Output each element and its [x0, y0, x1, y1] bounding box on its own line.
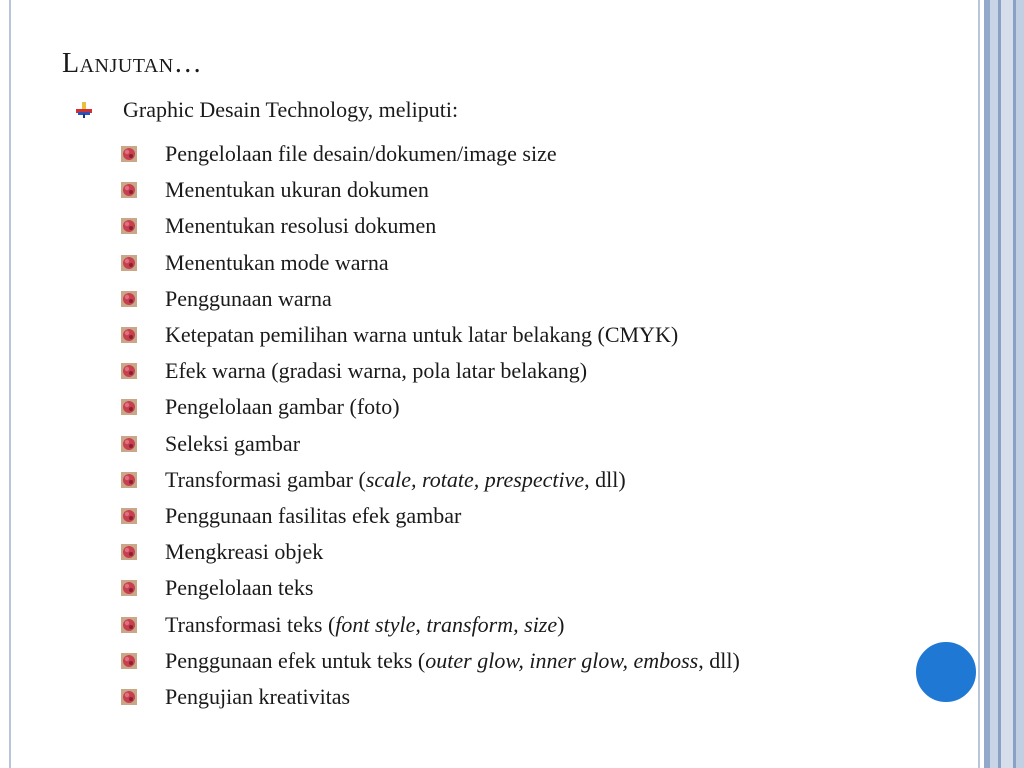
flower-bullet-icon: [121, 617, 137, 633]
flower-bullet-icon: [121, 291, 137, 307]
sub-bullet-text: Transformasi gambar (scale, rotate, prespective, dll): [165, 466, 626, 492]
main-bullet-item: [75, 97, 458, 123]
sub-bullet-text: Pengelolaan file desain/dokumen/image size: [165, 141, 557, 167]
flower-bullet-icon: [121, 182, 137, 198]
sub-bullet-list: [121, 136, 740, 715]
flower-bullet-icon: [121, 218, 137, 234]
sub-bullet-item: [121, 643, 740, 679]
flower-bullet-icon: [121, 436, 137, 452]
sub-bullet-text: Efek warna (gradasi warna, pola latar belakang): [165, 358, 588, 384]
sub-bullet-text: Menentukan resolusi dokumen: [165, 213, 437, 239]
sub-bullet-text: Menentukan ukuran dokumen: [165, 177, 429, 203]
sub-bullet-item: [121, 208, 740, 244]
flower-bullet-icon: [121, 146, 137, 162]
slide-frame-right-stripe: [990, 0, 998, 768]
sub-bullet-text: Penggunaan warna: [165, 285, 332, 311]
sub-bullet-item: [121, 462, 740, 498]
sub-bullet-item: [121, 534, 740, 570]
slide-frame-right-stripe: [978, 0, 980, 768]
flower-bullet-icon: [121, 508, 137, 524]
sub-bullet-text: Transformasi teks (font style, transform, size): [165, 611, 565, 637]
sub-bullet-item: [121, 353, 740, 389]
sub-bullet-text: Mengkreasi objek: [165, 539, 324, 565]
sub-bullet-text: Seleksi gambar: [165, 430, 301, 456]
flower-bullet-icon: [121, 689, 137, 705]
pin-bullet-icon: [75, 101, 93, 119]
sub-bullet-item: [121, 606, 740, 642]
flower-bullet-icon: [121, 653, 137, 669]
sub-bullet-item: [121, 281, 740, 317]
sub-bullet-text: Pengelolaan gambar (foto): [165, 394, 400, 420]
sub-bullet-item: [121, 570, 740, 606]
sub-bullet-item: [121, 426, 740, 462]
sub-bullet-text: Pengujian kreativitas: [165, 683, 351, 709]
sub-bullet-item: [121, 172, 740, 208]
sub-bullet-item: [121, 317, 740, 353]
sub-bullet-text: Penggunaan efek untuk teks (outer glow, inner glow, emboss, dll): [165, 647, 740, 673]
decorative-blue-circle: [914, 640, 978, 704]
sub-bullet-item: [121, 498, 740, 534]
flower-bullet-icon: [121, 255, 137, 271]
flower-bullet-icon: [121, 363, 137, 379]
flower-bullet-icon: [121, 399, 137, 415]
slide-frame-right-stripe: [1016, 0, 1024, 768]
sub-bullet-item: [121, 245, 740, 281]
sub-bullet-item: [121, 136, 740, 172]
sub-bullet-item: [121, 389, 740, 425]
sub-bullet-text: Ketepatan pemilihan warna untuk latar belakang (CMYK): [165, 322, 679, 348]
slide-title: Lanjutan…: [62, 48, 203, 79]
flower-bullet-icon: [121, 327, 137, 343]
flower-bullet-icon: [121, 544, 137, 560]
flower-bullet-icon: [121, 472, 137, 488]
slide-frame-right-stripe: [1001, 0, 1013, 768]
sub-bullet-text: Menentukan mode warna: [165, 249, 389, 275]
sub-bullet-item: [121, 679, 740, 715]
sub-bullet-text: Pengelolaan teks: [165, 575, 314, 601]
main-bullet-text: Graphic Desain Technology, meliputi:: [123, 97, 459, 122]
flower-bullet-icon: [121, 580, 137, 596]
sub-bullet-text: Penggunaan fasilitas efek gambar: [165, 502, 462, 528]
slide-frame-left-line: [9, 0, 11, 768]
